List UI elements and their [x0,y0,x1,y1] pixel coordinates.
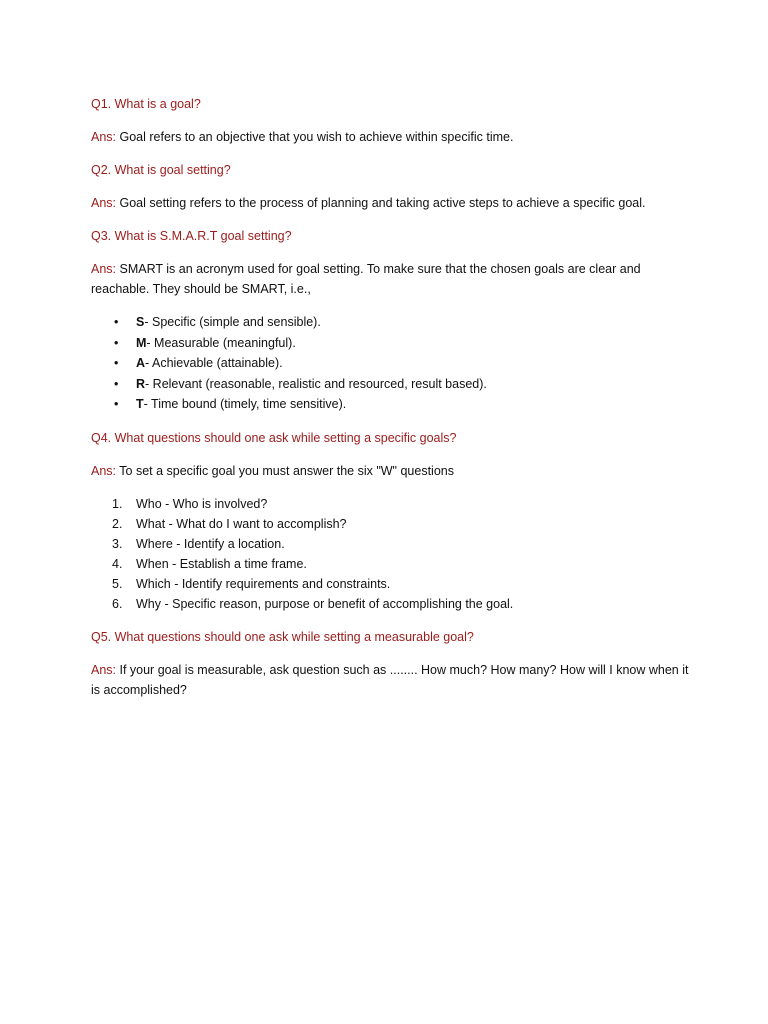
smart-text: - Specific (simple and sensible). [144,315,321,329]
question-4: Q4. What questions should one ask while setting a specific goals? [91,430,457,445]
bullet-icon: • [114,376,119,391]
list-item [91,394,691,415]
list-item [91,574,691,594]
answer-3 [91,259,691,299]
answer-label: Ans: [91,130,117,144]
smart-letter: T [136,397,144,411]
bullet-icon: • [114,356,119,370]
question-1: Q1. What is a goal? [91,97,201,111]
list-number: 5. [112,576,123,591]
list-text: Why - Specific reason, purpose or benefit of accomplishing the goal. [136,596,514,611]
list-item [91,374,691,395]
smart-text: - Relevant (reasonable, realistic and resourced, result based). [145,376,487,391]
smart-letter: A [136,356,146,370]
list-item [91,494,691,514]
answer-text: Goal refers to an objective that you wish to achieve within specific time. [116,130,514,144]
list-item [91,333,691,354]
answer-label: Ans: [91,662,117,677]
answer-text: If your goal is measurable, ask question such as ........ How much? How many? How will I know when it is accomplished? [91,662,689,697]
bullet-icon: • [114,335,119,350]
answer-label: Ans: [91,463,117,478]
answer-5 [91,660,691,700]
smart-text: - Time bound (timely, time sensitive). [143,397,347,411]
answer-text: SMART is an acronym used for goal setting. To make sure that the chosen goals are clear and reachable. They should be SMART, i.e., [91,262,641,296]
document-page [91,94,691,713]
bullet-icon: • [114,397,119,411]
list-number: 2. [112,516,123,531]
list-item [91,554,691,574]
answer-4 [91,461,691,481]
list-item [91,594,691,614]
list-item [91,534,691,554]
list-number: 6. [112,596,123,611]
question-5: Q5. What questions should one ask while setting a measurable goal? [91,629,474,644]
smart-letter: R [136,376,146,391]
list-text: Who - Who is involved? [136,496,268,511]
smart-letter: M [136,335,147,350]
list-item [91,312,691,333]
answer-2 [91,193,691,213]
list-text: Which - Identify requirements and constraints. [136,576,391,591]
answer-label: Ans: [91,262,117,276]
list-number: 3. [112,536,123,551]
answer-label: Ans: [91,196,117,210]
smart-text: - Achievable (attainable). [145,356,283,370]
answer-text: To set a specific goal you must answer the six "W" questions [116,463,454,478]
smart-letter: S [136,315,145,329]
list-item [91,514,691,534]
smart-text: - Measurable (meaningful). [146,335,296,350]
list-text: When - Establish a time frame. [136,556,307,571]
question-2: Q2. What is goal setting? [91,163,231,177]
list-number: 4. [112,556,123,571]
bullet-icon: • [114,315,119,329]
list-text: Where - Identify a location. [136,536,285,551]
list-item [91,353,691,374]
list-text: What - What do I want to accomplish? [136,516,347,531]
smart-list [91,312,691,415]
answer-text: Goal setting refers to the process of planning and taking active steps to achieve a specific goal. [116,196,646,210]
w-questions-list [91,494,691,614]
answer-1 [91,127,691,147]
list-number: 1. [112,496,123,511]
question-3: Q3. What is S.M.A.R.T goal setting? [91,229,292,243]
